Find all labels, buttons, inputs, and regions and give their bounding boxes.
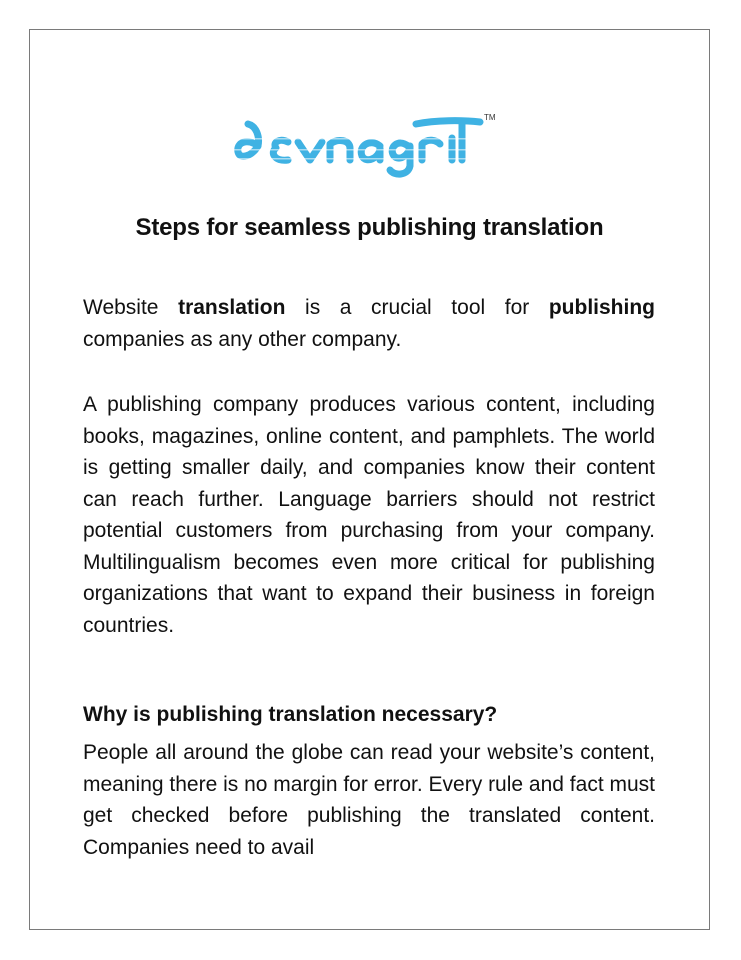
devnagri-logo-icon bbox=[230, 108, 510, 180]
devnagri-logo bbox=[230, 108, 510, 180]
intro-text-1: Website bbox=[83, 296, 179, 319]
trademark-text: TM bbox=[484, 113, 496, 122]
section-heading: Why is publishing translation necessary? bbox=[83, 703, 498, 726]
intro-text-3: companies as any other company. bbox=[83, 327, 402, 351]
intro-paragraph bbox=[83, 292, 655, 355]
document-title: Steps for seamless publishing translation bbox=[135, 214, 604, 241]
main-paragraph: A publishing company produces various content, including books, magazines, online content, and pamphlets. The world is getting smaller daily, and companies know their content can reach further. Language barriers should not restrict potential customers from purchasing from your company. Multilingualism becomes even more critical for publishing organizations that want to expand their business in foreign countries. bbox=[83, 393, 655, 637]
intro-bold-translation: translation bbox=[178, 296, 286, 319]
why-paragraph: People all around the globe can read your website’s content, meaning there is no margin for error. Every rule and fact must get checked before publishing the translated content. Companies need to avail bbox=[83, 741, 655, 859]
intro-bold-publishing: publishing bbox=[548, 296, 655, 319]
intro-text-2: is a crucial tool for bbox=[285, 296, 549, 319]
